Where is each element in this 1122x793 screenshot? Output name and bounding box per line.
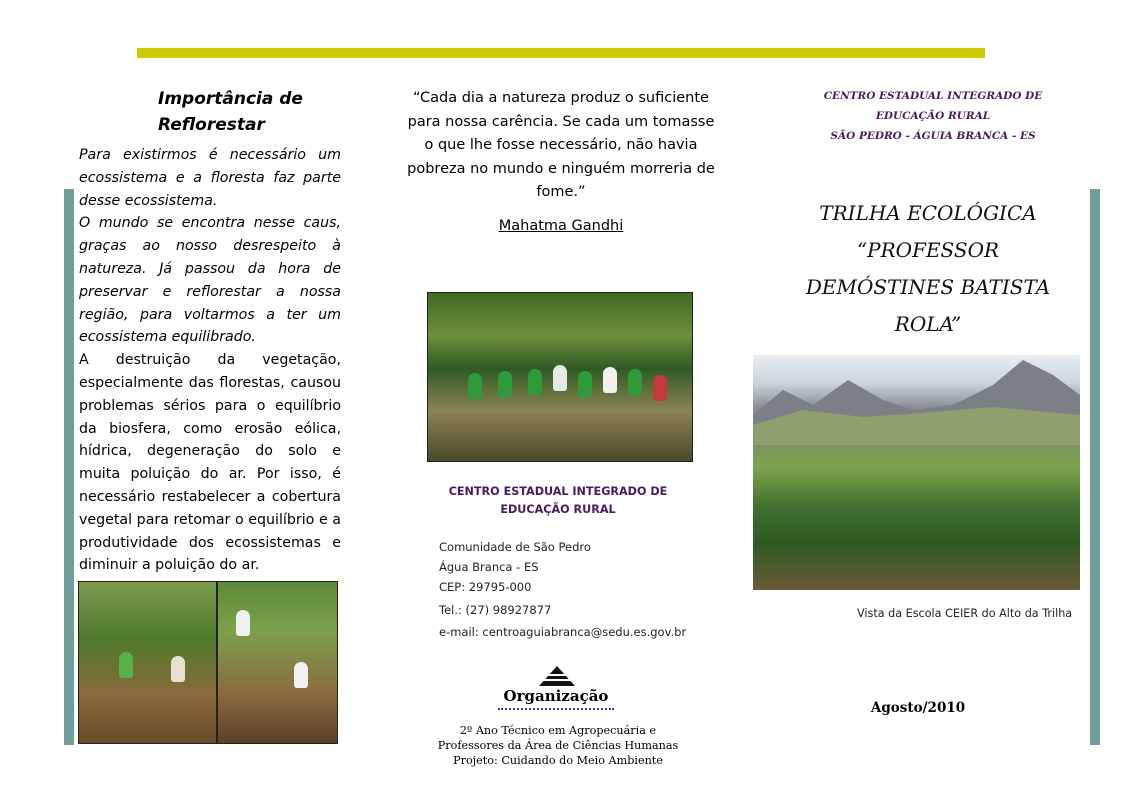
paragraph-1: Para existirmos é necessário um ecossistema e a floresta faz parte desse ecossistema. bbox=[79, 147, 341, 209]
trail-title-line-4: ROLA” bbox=[894, 312, 962, 336]
student-figure bbox=[468, 373, 482, 399]
right-accent-bar bbox=[1090, 189, 1100, 745]
reforest-heading-line2: Reflorestar bbox=[158, 115, 265, 135]
mountains-icon bbox=[753, 355, 1080, 445]
institution-line-1: CENTRO ESTADUAL INTEGRADO DE bbox=[448, 485, 668, 498]
right-header-line-2: EDUCAÇÃO RURAL bbox=[875, 110, 991, 122]
right-institution-header bbox=[795, 86, 1071, 146]
student-figure bbox=[236, 610, 250, 636]
reforest-heading-line1: Importância de bbox=[158, 89, 303, 109]
student-figure bbox=[528, 369, 542, 395]
student-figure bbox=[553, 365, 567, 391]
trail-title-line-2: “PROFESSOR bbox=[856, 238, 1000, 262]
student-figure bbox=[578, 371, 592, 397]
reforest-body bbox=[79, 144, 341, 577]
trail-title bbox=[790, 195, 1066, 343]
trail-title-line-1: TRILHA ECOLÓGICA bbox=[819, 201, 1037, 225]
address-cep: CEP: 29795-000 bbox=[439, 580, 532, 594]
organization-logo-icon bbox=[537, 666, 577, 688]
organization-line-2: Professores da Área de Ciências Humanas bbox=[437, 739, 679, 752]
left-accent-bar bbox=[64, 189, 74, 745]
student-figure bbox=[119, 652, 133, 678]
reforest-heading bbox=[158, 86, 358, 138]
address-city: Água Branca - ES bbox=[439, 560, 539, 574]
organization-label: Organização bbox=[503, 687, 609, 705]
student-figure bbox=[171, 656, 185, 682]
trail-title-line-3: DEMÓSTINES BATISTA bbox=[805, 275, 1051, 299]
address-community: Comunidade de São Pedro bbox=[439, 540, 591, 554]
paragraph-2: O mundo se encontra nesse caus, graças ao nosso desrespeito à natureza. Já passou da hora de preservar e reflorestar a nossa região, para voltarmos a ter um ecossistema equilibrado. bbox=[79, 215, 341, 346]
institution-name bbox=[430, 483, 686, 519]
student-figure bbox=[603, 367, 617, 393]
planting-photo-2 bbox=[217, 581, 338, 744]
organization-description bbox=[430, 723, 686, 768]
student-figure bbox=[294, 662, 308, 688]
gandhi-quote: “Cada dia a natureza produz o suficiente para nossa carência. Se cada um tomasse o que lhe fosse necessário, não havia pobreza no mundo e ninguém morreria de fome.” bbox=[407, 90, 715, 200]
student-figure bbox=[653, 375, 667, 401]
student-figure bbox=[498, 371, 512, 397]
address-phone: Tel.: (27) 98927877 bbox=[439, 603, 552, 617]
publication-date: Agosto/2010 bbox=[870, 700, 966, 716]
landscape-photo bbox=[753, 355, 1080, 590]
right-header-line-3: SÃO PEDRO - ÁGUIA BRANCA - ES bbox=[830, 130, 1036, 142]
group-photo bbox=[427, 292, 693, 462]
paragraph-3: A destruição da vegetação, especialmente das florestas, causou problemas sérios para o equilíbrio da biosfera, como erosão eólica, hídrica, degeneração do solo e muita poluição do ar. Por isso, é necessário restabelecer a cobertura vegetal para retomar o equilíbrio e a produtividade dos ecossistemas e diminuir a poluição do ar. bbox=[79, 352, 341, 574]
planting-photo-1 bbox=[78, 581, 217, 744]
right-header-line-1: CENTRO ESTADUAL INTEGRADO DE bbox=[823, 90, 1043, 102]
organization-line-1: 2º Ano Técnico em Agropecuária e bbox=[459, 724, 657, 737]
top-accent-bar bbox=[137, 48, 985, 58]
organization-line-3: Projeto: Cuidando do Meio Ambiente bbox=[453, 754, 663, 767]
organization-divider bbox=[498, 708, 614, 710]
student-figure bbox=[628, 369, 642, 395]
quote-author bbox=[406, 218, 716, 234]
address-email: e-mail: centroaguiabranca@sedu.es.gov.br bbox=[439, 625, 687, 639]
institution-line-2: EDUCAÇÃO RURAL bbox=[500, 503, 616, 516]
quote-author-name: Mahatma Gandhi bbox=[498, 218, 624, 234]
landscape-caption: Vista da Escola CEIER do Alto da Trilha bbox=[857, 607, 1073, 620]
